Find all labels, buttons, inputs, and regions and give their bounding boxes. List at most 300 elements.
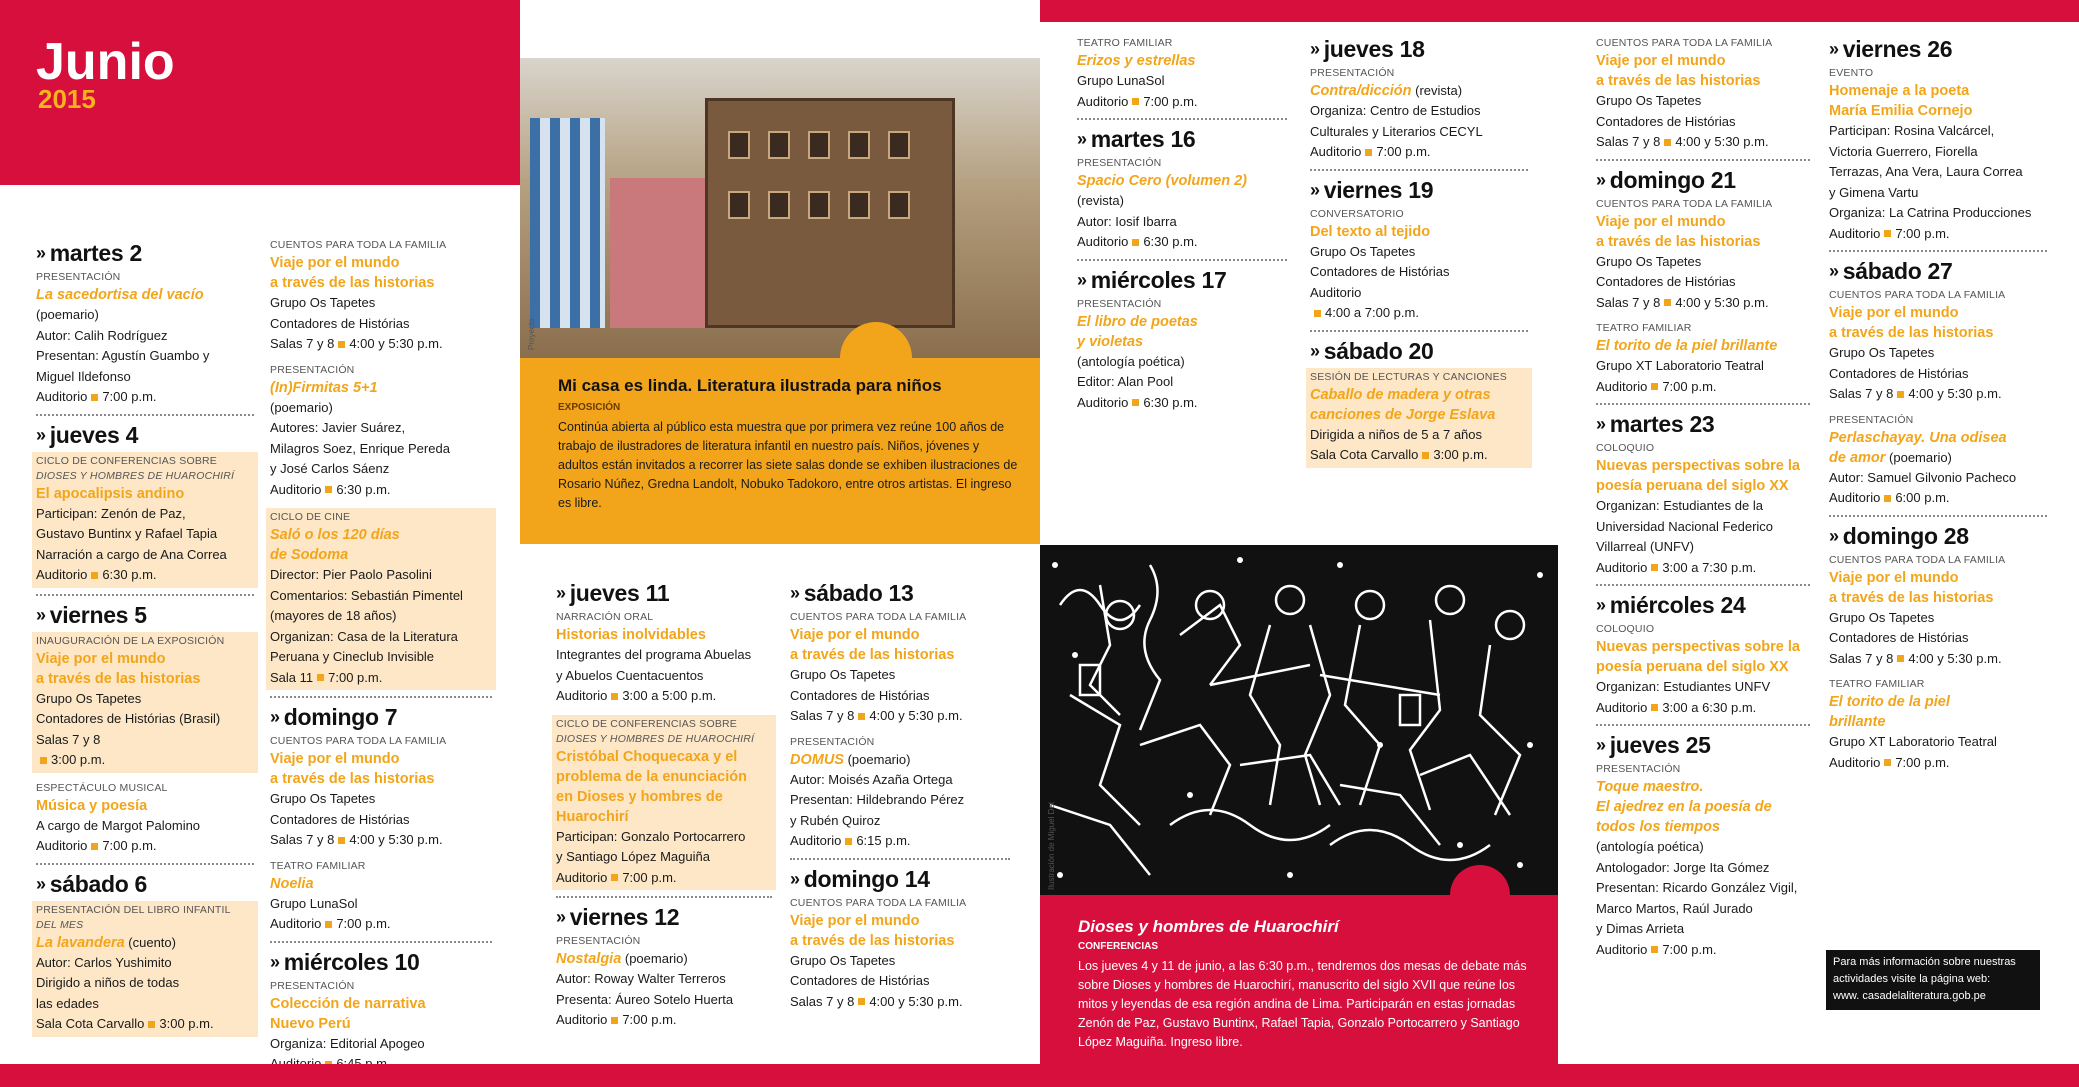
event-venue-time — [1596, 558, 1810, 579]
event-venue-time — [1310, 445, 1528, 466]
divider — [1077, 118, 1287, 120]
event-venue: Sala 11 — [270, 669, 314, 685]
event-item — [1077, 36, 1287, 112]
event-title — [1310, 385, 1528, 425]
event-category: TEATRO FAMILIAR — [1596, 322, 1692, 334]
event-venue: Salas 7 y 8 — [790, 993, 855, 1009]
event-time: 7:00 p.m. — [102, 838, 157, 853]
event-detail: Organizan: Casa de la Literatura — [270, 628, 458, 644]
event-venue: Salas 7 y 8 — [270, 336, 335, 351]
event-category: TEATRO FAMILIAR — [1829, 678, 1925, 690]
time-marker-icon — [1365, 149, 1372, 156]
event-category: PRESENTACIÓN — [1829, 413, 1914, 426]
event-venue-time — [1310, 303, 1528, 324]
day-label: domingo 21 — [1609, 166, 1736, 193]
event-venue: Auditorio — [556, 688, 608, 703]
event-time: 7:00 p.m. — [622, 869, 677, 885]
event-time: 6:00 p.m. — [1895, 490, 1950, 505]
event-item — [270, 859, 492, 935]
chevron-icon: » — [36, 243, 46, 263]
event-title-text: Perlaschayay. Una odisea de amor — [1829, 429, 2007, 466]
event-title — [270, 874, 492, 894]
day-label: viernes 5 — [49, 601, 147, 628]
time-marker-icon — [858, 713, 865, 720]
event-detail: Grupo Os Tapetes — [1310, 243, 1416, 259]
day-label: jueves 25 — [1609, 732, 1711, 758]
event-detail: Terrazas, Ana Vera, Laura Correa — [1829, 164, 2023, 179]
event-venue-time — [556, 686, 772, 707]
event-venue-time — [1596, 377, 1810, 398]
event-venue: Auditorio — [1310, 144, 1362, 159]
event-title — [1310, 222, 1528, 242]
chevron-icon: » — [556, 907, 566, 927]
event-title — [270, 253, 492, 293]
event-time: 3:00 p.m. — [159, 1016, 214, 1031]
event-time: 7:00 p.m. — [102, 389, 157, 404]
event-time: 7:00 p.m. — [1662, 378, 1717, 394]
event-title — [1829, 692, 2047, 732]
event-item — [270, 238, 492, 355]
event-venue-time — [270, 334, 492, 355]
event-detail: Auditorio — [1310, 284, 1362, 300]
event-detail: y Santiago López Maguiña — [556, 849, 710, 864]
event-title — [1596, 336, 1810, 356]
time-marker-icon — [1651, 946, 1658, 953]
event-detail: Contadores de Histórias — [1310, 264, 1450, 279]
event-venue-time — [270, 830, 492, 851]
time-marker-icon — [1132, 239, 1139, 246]
event-detail: Gustavo Buntinx y Rafael Tapia — [36, 526, 218, 541]
event-category: EVENTO — [1829, 67, 1874, 79]
day-heading — [1596, 730, 1810, 762]
event-title — [36, 796, 254, 816]
divider — [1596, 403, 1810, 405]
event-detail: Participan: Zenón de Paz, — [36, 505, 186, 521]
event-category-2: DIOSES Y HOMBRES DE HUAROCHIRÍ — [556, 732, 755, 745]
divider — [1829, 250, 2047, 252]
event-detail: (poemario) — [270, 399, 333, 415]
day-label: sábado 20 — [1323, 337, 1434, 364]
day-label: sábado 13 — [803, 580, 914, 606]
event-title-text: Viaje por el mundo a través de las historias — [1829, 569, 1994, 606]
event-title — [556, 747, 772, 827]
event-detail: Participan: Rosina Valcárcel, — [1829, 123, 1995, 138]
event-title-text: Viaje por el mundo a través de las historias — [790, 627, 955, 663]
event-time: 4:00 y 5:30 p.m. — [349, 336, 443, 351]
event-venue: Auditorio — [1829, 225, 1881, 241]
chevron-icon: » — [270, 951, 280, 972]
event-detail: (poemario) — [36, 307, 99, 322]
divider — [556, 896, 772, 898]
event-detail: Comentarios: Sebastián Pimentel — [270, 587, 463, 603]
event-title-text: Caballo de madera y otras canciones de Jorge Eslava — [1310, 386, 1496, 423]
time-marker-icon — [148, 1021, 155, 1028]
illustration-credit: Ilustración de Miguel Det — [1047, 801, 1056, 890]
event-category: COLOQUIO — [1596, 442, 1655, 454]
event-venue-time — [270, 914, 492, 935]
exhibition-subtitle: EXPOSICIÓN — [558, 402, 621, 413]
time-marker-icon — [1651, 383, 1658, 390]
event-venue: Auditorio — [36, 838, 88, 853]
day-label: viernes 19 — [1323, 176, 1434, 203]
event-venue-time — [36, 1014, 254, 1035]
exhibition-photo — [520, 58, 1040, 358]
event-detail: Contadores de Histórias — [790, 973, 930, 988]
event-item — [32, 901, 258, 1037]
divider — [1596, 724, 1810, 726]
event-item — [1596, 762, 1810, 960]
event-title-text: Música y poesía — [36, 797, 148, 814]
event-category: PRESENTACIÓN — [36, 271, 121, 283]
chevron-icon: » — [1310, 340, 1320, 361]
huarochiri-text: Los jueves 4 y 11 de junio, a las 6:30 p.m., tendremos dos mesas de debate más sobre Dioses y hombres de Huarochirí, manuscrito del siglo XVII que reúne los mitos y leyendas de esa región andina de Lima. Participarán en estas jornadas Zenón de Paz, Gustavo Buntinx, Rafael Tapia, Gonzalo Portocarrero y Santiago López Maguiña. Ingreso libre. — [1078, 959, 1527, 1049]
event-detail: Dirigido a niños de todas — [36, 975, 180, 990]
event-time: 4:00 y 5:30 p.m. — [1908, 650, 2002, 666]
event-time: 4:00 a 7:00 p.m. — [1325, 305, 1419, 320]
event-detail: Contadores de Histórias — [270, 811, 410, 827]
day-label: viernes 26 — [1842, 36, 1953, 62]
event-title-text: Spacio Cero (volumen 2) — [1077, 173, 1248, 189]
event-title-text: El torito de la piel brillante — [1596, 338, 1778, 354]
event-venue-time — [36, 750, 254, 771]
event-category: TEATRO FAMILIAR — [270, 859, 366, 872]
event-venue-time — [1310, 142, 1528, 163]
event-gap — [270, 355, 492, 363]
sun-semicircle — [520, 58, 1040, 358]
time-marker-icon — [91, 843, 98, 850]
time-marker-icon — [1651, 564, 1658, 571]
event-detail: Grupo LunaSol — [1077, 73, 1165, 88]
day-heading — [556, 578, 772, 610]
event-venue-time — [36, 387, 254, 408]
event-detail: Integrantes del programa Abuelas — [556, 647, 752, 662]
day-heading — [1829, 256, 2047, 288]
event-venue: Auditorio — [270, 481, 322, 497]
event-title-text: Historias inolvidables — [556, 627, 706, 643]
info-text: Para más información sobre nuestras actividades visite la página web: — [1833, 956, 2016, 985]
event-title — [556, 625, 772, 645]
event-category: PRESENTACIÓN — [790, 735, 875, 748]
divider — [1829, 515, 2047, 517]
event-detail: Organizan: Estudiantes de la — [1596, 498, 1763, 513]
event-detail: Grupo XT Laboratorio Teatral — [1829, 734, 1997, 749]
time-marker-icon — [845, 838, 852, 845]
day-heading — [1077, 124, 1287, 156]
photo-credit: Proyecto — [527, 318, 536, 350]
chevron-icon: » — [1077, 269, 1087, 290]
event-category: CUENTOS PARA TODA LA FAMILIA — [1829, 553, 2006, 566]
time-marker-icon — [1132, 98, 1139, 105]
event-time: 3:00 p.m. — [1433, 447, 1488, 462]
time-marker-icon — [338, 341, 345, 348]
day-heading — [1596, 409, 1810, 441]
event-venue: Auditorio — [1596, 559, 1648, 575]
day-label: jueves 18 — [1323, 36, 1425, 62]
footer-band — [0, 1064, 2079, 1087]
event-title — [1596, 637, 1810, 677]
divider — [790, 858, 1010, 860]
day-label: martes 23 — [1609, 411, 1715, 437]
event-detail: (revista) — [1077, 193, 1124, 208]
event-title — [790, 625, 1010, 665]
event-time: 7:00 p.m. — [1143, 93, 1198, 109]
event-detail: Contadores de Histórias — [1596, 274, 1736, 289]
event-detail: Peruana y Cineclub Invisible — [270, 649, 435, 664]
day-label: viernes 12 — [569, 904, 680, 930]
day-heading — [270, 702, 492, 734]
event-title-text: Toque maestro. El ajedrez en la poesía de todos los tiempos — [1596, 779, 1772, 835]
event-detail: Organiza: Editorial Apogeo — [270, 1035, 425, 1051]
event-category: CUENTOS PARA TODA LA FAMILIA — [790, 611, 967, 623]
event-detail: (antología poética) — [1596, 839, 1704, 854]
event-title — [36, 933, 254, 953]
event-title — [270, 378, 492, 398]
day-label: jueves 4 — [49, 421, 139, 448]
event-venue-time — [1077, 232, 1287, 253]
event-item — [556, 934, 772, 1031]
event-title — [270, 525, 492, 565]
event-title-text: Contra/dicción — [1310, 83, 1412, 99]
event-time: 6:30 p.m. — [1143, 234, 1198, 249]
event-title-text: La lavandera — [36, 934, 125, 951]
event-item — [1829, 553, 2047, 670]
event-item — [1077, 156, 1287, 253]
event-category: PRESENTACIÓN — [270, 979, 355, 992]
event-detail: Autor: Moisés Azaña Ortega — [790, 771, 953, 787]
chevron-icon: » — [1596, 169, 1606, 190]
event-detail: Autor: Carlos Yushimito — [36, 954, 172, 970]
event-venue: Auditorio — [1829, 754, 1881, 770]
event-time: 7:00 p.m. — [1376, 144, 1431, 159]
event-time: 3:00 p.m. — [51, 752, 106, 767]
event-title — [1596, 51, 1810, 91]
event-time: 7:00 p.m. — [336, 916, 391, 931]
event-venue: Auditorio — [1077, 93, 1129, 109]
time-marker-icon — [40, 757, 47, 764]
event-title-text: Viaje por el mundo a través de las historias — [1829, 305, 1994, 341]
event-venue: Auditorio — [790, 833, 842, 848]
event-item — [36, 781, 254, 857]
divider — [36, 863, 254, 865]
event-venue-time — [1596, 698, 1810, 719]
event-title-text: Homenaje a la poeta María Emilia Cornejo — [1829, 83, 1973, 119]
event-detail: Grupo LunaSol — [270, 895, 358, 911]
event-category: CICLO DE CONFERENCIAS SOBRE — [556, 717, 738, 730]
event-item — [1310, 207, 1528, 324]
event-time: 4:00 y 5:30 p.m. — [349, 832, 443, 847]
event-detail: Dirigida a niños de 5 a 7 años — [1310, 426, 1483, 442]
event-venue: Auditorio — [556, 869, 608, 885]
event-venue-time — [270, 480, 492, 501]
event-title-text: DOMUS — [790, 751, 844, 768]
event-detail: y Abuelos Cuentacuentos — [556, 667, 704, 683]
event-title-suffix: (poemario) — [621, 951, 688, 966]
event-venue: Auditorio — [270, 916, 322, 931]
event-title — [36, 649, 254, 689]
event-time: 6:30 p.m. — [1143, 394, 1198, 410]
event-venue-time — [556, 1010, 772, 1031]
event-category: PRESENTACIÓN — [556, 935, 641, 947]
column-1 — [36, 234, 254, 1037]
event-detail: y Dimas Arrieta — [1596, 921, 1685, 936]
event-item — [1596, 197, 1810, 314]
day-heading — [1829, 521, 2047, 553]
day-heading — [36, 238, 254, 270]
event-title-text: Saló o los 120 días de Sodoma — [270, 527, 400, 563]
divider — [1077, 259, 1287, 261]
event-title-text: Viaje por el mundo a través de las historias — [1596, 53, 1761, 89]
event-title-suffix: (poemario) — [843, 751, 911, 767]
event-detail: Grupo Os Tapetes — [1596, 253, 1702, 269]
event-venue-time — [790, 831, 1010, 852]
event-detail: Milagros Soez, Enrique Pereda — [270, 440, 450, 456]
info-box — [1826, 950, 2040, 1010]
event-time: 6:15 p.m. — [856, 833, 911, 848]
event-detail: Contadores de Histórias — [1829, 630, 1969, 645]
event-item — [790, 610, 1010, 727]
event-title — [36, 484, 254, 504]
chevron-icon: » — [556, 583, 566, 603]
day-label: jueves 11 — [569, 580, 670, 606]
event-title — [1077, 171, 1287, 191]
event-item — [1310, 66, 1528, 163]
divider — [1310, 330, 1528, 332]
event-venue-time — [1829, 384, 2047, 405]
event-item — [1829, 413, 2047, 509]
event-detail: Autor: Roway Walter Terreros — [556, 971, 726, 986]
day-heading — [790, 578, 1010, 610]
event-venue: Salas 7 y 8 — [790, 708, 855, 723]
event-detail: Antologador: Jorge Ita Gómez — [1596, 859, 1770, 875]
event-item — [1829, 288, 2047, 405]
event-title-suffix: (poemario) — [1885, 449, 1952, 465]
year-label: 2015 — [38, 84, 96, 114]
column-5 — [1077, 36, 1287, 413]
divider — [1596, 584, 1810, 586]
event-detail: Grupo XT Laboratorio Teatral — [1596, 358, 1764, 373]
event-detail: Organiza: Centro de Estudios — [1310, 103, 1481, 118]
event-detail: Contadores de Histórias — [790, 687, 930, 703]
day-heading — [556, 902, 772, 934]
event-title — [1829, 568, 2047, 608]
column-6 — [1310, 30, 1528, 468]
event-category: CUENTOS PARA TODA LA FAMILIA — [1596, 197, 1773, 210]
event-title — [1310, 81, 1528, 101]
event-detail: y José Carlos Sáenz — [270, 461, 390, 476]
time-marker-icon — [1651, 704, 1658, 711]
info-url[interactable]: www. casadelaliteratura.gob.pe — [1833, 990, 1986, 1002]
chevron-icon: » — [36, 873, 46, 894]
event-category: ESPECTÁCULO MUSICAL — [36, 781, 168, 794]
event-category: CICLO DE CONFERENCIAS SOBRE — [36, 454, 218, 467]
event-item — [36, 270, 254, 408]
event-category: PRESENTACIÓN — [270, 363, 355, 376]
huarochiri-subtitle: CONFERENCIAS — [1078, 941, 1159, 952]
event-category: INAUGURACIÓN DE LA EXPOSICIÓN — [36, 634, 225, 647]
day-label: domingo 28 — [1842, 522, 1969, 549]
event-title — [1596, 456, 1810, 496]
event-detail: A cargo de Margot Palomino — [36, 817, 201, 833]
event-time: 7:00 p.m. — [1662, 941, 1717, 957]
month-title: Junio — [36, 33, 175, 91]
event-venue: Auditorio — [1596, 378, 1648, 394]
event-venue: Auditorio — [1077, 394, 1129, 410]
huarochiri-box — [1040, 895, 1558, 1064]
event-title-suffix: (revista) — [1411, 83, 1463, 98]
event-category: NARRACIÓN ORAL — [556, 611, 654, 623]
event-detail: Contadores de Histórias (Brasil) — [36, 711, 221, 726]
event-time: 4:00 y 5:30 p.m. — [869, 993, 963, 1009]
event-venue: Salas 7 y 8 — [1829, 650, 1894, 666]
event-detail: Contadores de Histórias — [1829, 365, 1969, 381]
event-category-2: DIOSES Y HOMBRES DE HUAROCHIRÍ — [36, 469, 235, 482]
time-marker-icon — [1314, 310, 1321, 317]
event-item — [1829, 66, 2047, 244]
event-venue: Sala Cota Carvallo — [36, 1016, 145, 1031]
event-category: CUENTOS PARA TODA LA FAMILIA — [790, 896, 967, 909]
day-label: martes 16 — [1090, 126, 1196, 152]
event-category: PRESENTACIÓN — [1310, 67, 1395, 79]
event-venue: Auditorio — [1596, 941, 1648, 957]
column-4 — [790, 574, 1010, 1012]
event-category-2: DEL MES — [36, 918, 84, 931]
event-time: 6:30 p.m. — [102, 567, 157, 582]
event-venue: Salas 7 y 8 — [270, 832, 335, 847]
day-heading — [1596, 590, 1810, 622]
event-title-text: Viaje por el mundo a través de las historias — [36, 650, 201, 687]
exhibition-text: Continúa abierta al público esta muestra que por primera vez reúne 100 años de trabajo de ilustradores de literatura infantil en nuestro país. Niños, jóvenes y adultos están invitados a recorrer las siete salas donde se exhiben ilustraciones de Rosario Núñez, Gredna Landolt, Nobuko Tadokoro, entre otros artistas. El ingreso es libre. — [558, 420, 1018, 510]
event-title — [1829, 81, 2047, 121]
event-detail: Grupo Os Tapetes — [270, 791, 376, 806]
event-detail: Grupo Os Tapetes — [1829, 345, 1935, 360]
event-title — [1077, 312, 1287, 352]
time-marker-icon — [91, 394, 98, 401]
event-title — [270, 994, 492, 1034]
chevron-icon: » — [790, 868, 800, 889]
event-venue: Auditorio — [556, 1012, 608, 1027]
event-title-text: El torito de la piel brillante — [1829, 694, 1950, 730]
event-detail: Villarreal (UNFV) — [1596, 539, 1694, 554]
event-venue-time — [1596, 940, 1810, 961]
event-title-suffix: (cuento) — [124, 934, 176, 950]
event-time: 7:00 p.m. — [1895, 225, 1950, 241]
event-category: CONVERSATORIO — [1310, 207, 1404, 220]
column-3 — [556, 574, 772, 1031]
event-venue: Auditorio — [1829, 490, 1881, 505]
time-marker-icon — [325, 486, 332, 493]
event-category: CUENTOS PARA TODA LA FAMILIA — [270, 735, 447, 747]
event-title-text: Nostalgia — [556, 951, 622, 967]
event-gap — [36, 773, 254, 781]
time-marker-icon — [317, 674, 324, 681]
event-category: CUENTOS PARA TODA LA FAMILIA — [1596, 37, 1773, 49]
exhibition-title: Mi casa es linda. Literatura ilustrada para niños — [558, 376, 942, 395]
event-category: CICLO DE CINE — [270, 511, 351, 523]
chevron-icon: » — [36, 604, 46, 625]
chevron-icon: » — [270, 707, 280, 727]
event-detail: Participan: Gonzalo Portocarrero — [556, 828, 746, 844]
chevron-icon: » — [1596, 735, 1606, 755]
event-time: 4:00 y 5:30 p.m. — [1908, 386, 2002, 401]
event-title — [270, 749, 492, 789]
time-marker-icon — [1897, 391, 1904, 398]
event-item — [552, 715, 776, 891]
event-venue-time — [1829, 224, 2047, 245]
day-heading — [1596, 165, 1810, 197]
event-title-text: Del texto al tejido — [1310, 223, 1431, 240]
day-heading — [36, 869, 254, 901]
time-marker-icon — [1897, 655, 1904, 662]
